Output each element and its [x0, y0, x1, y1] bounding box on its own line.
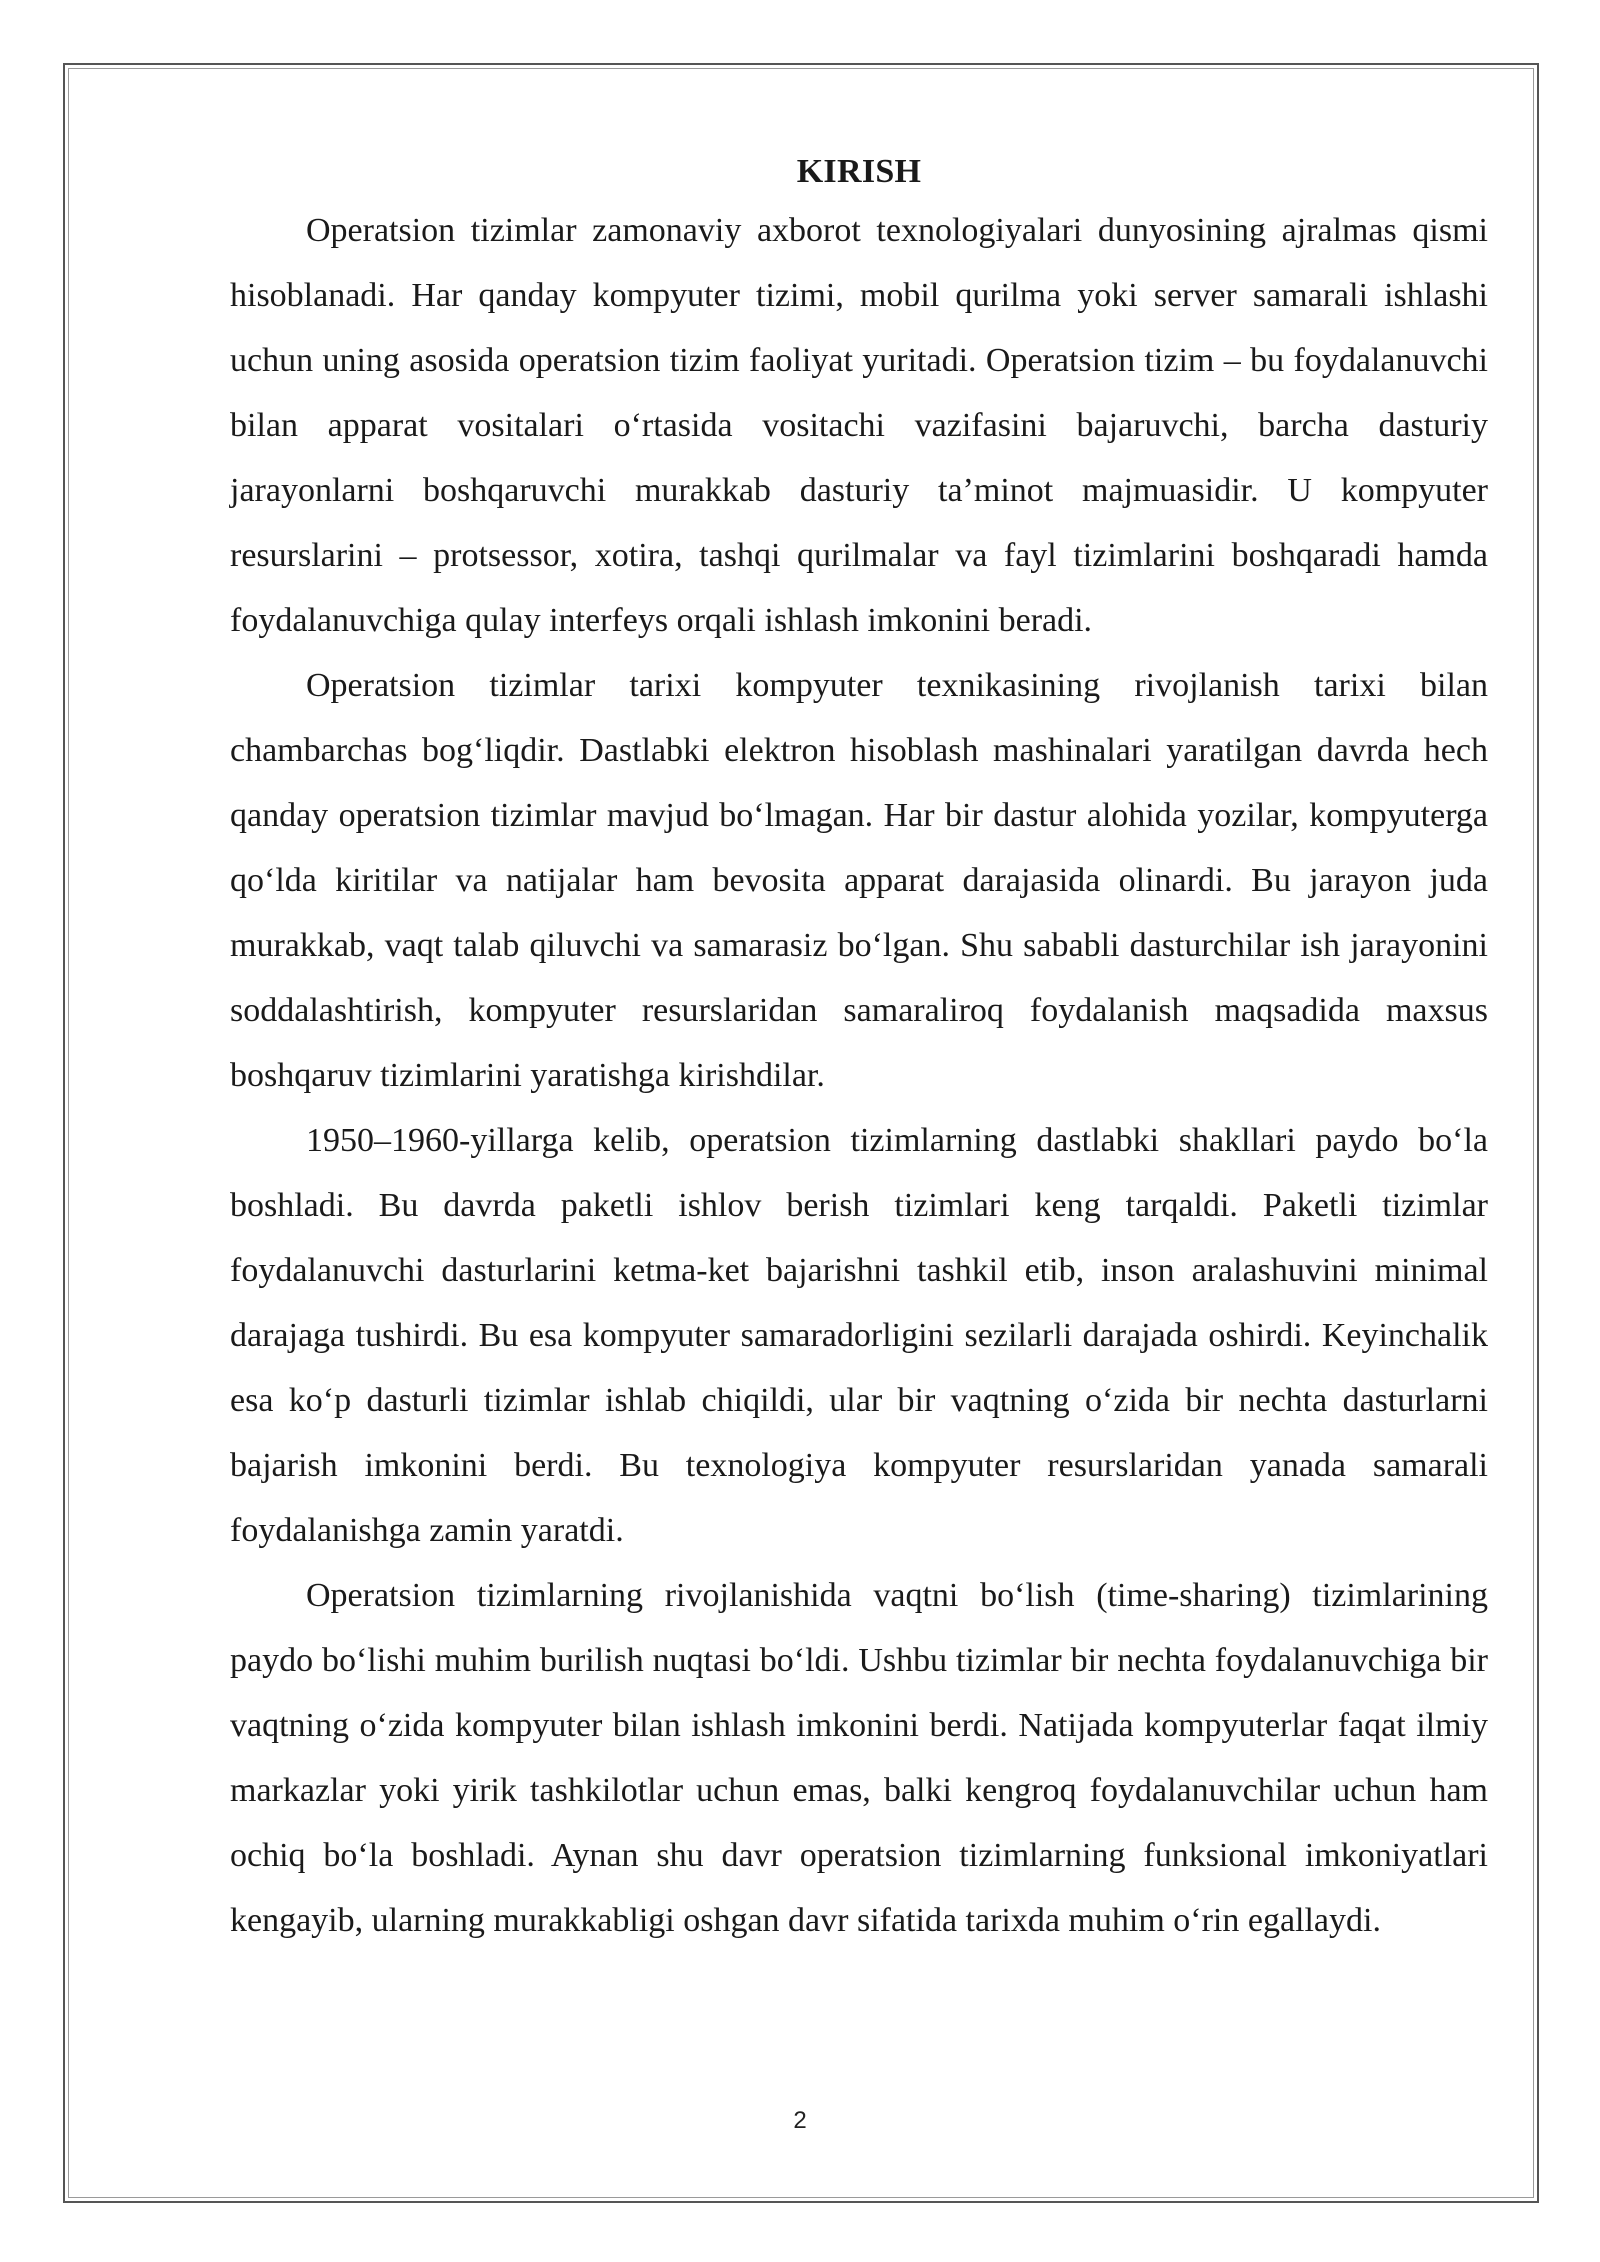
- paragraph-3: 1950–1960-yillarga kelib, operatsion tizimlarning dastlabki shakllari paydo bo‘la boshladi. Bu davrda paketli ishlov berish tizimlari keng tarqaldi. Paketli tizimlar foydalanuvchi dasturlarini ketma-ket bajarishni tashkil etib, inson aralashuvini minimal darajaga tushirdi. Bu esa kompyuter samaradorligini sezilarli darajada oshirdi. Keyinchalik esa ko‘p dasturli tizimlar ishlab chiqildi, ular bir vaqtning o‘zida bir nechta dasturlarni bajarish imkonini berdi. Bu texnologiya kompyuter resurslaridan yanada samarali foydalanishga zamin yaratdi.: [230, 1122, 1488, 1549]
- page-number: 2: [793, 2107, 807, 2134]
- paragraph-2: Operatsion tizimlar tarixi kompyuter texnikasining rivojlanish tarixi bilan chambarchas bog‘liqdir. Dastlabki elektron hisoblash mashinalari yaratilgan davrda hech qanday operatsion tizimlar mavjud bo‘lmagan. Har bir dastur alohida yozilar, kompyuterga qo‘lda kiritilar va natijalar ham bevosita apparat darajasida olinardi. Bu jarayon juda murakkab, vaqt talab qiluvchi va samarasiz bo‘lgan. Shu sababli dasturchilar ish jarayonini soddalashtirish, kompyuter resurslaridan samaraliroq foydalanish maqsadida maxsus boshqaruv tizimlarini yaratishga kirishdilar.: [230, 667, 1488, 1094]
- paragraph-4: Operatsion tizimlarning rivojlanishida vaqtni bo‘lish (time-sharing) tizimlarining paydo bo‘lishi muhim burilish nuqtasi bo‘ldi. Ushbu tizimlar bir nechta foydalanuvchiga bir vaqtning o‘zida kompyuter bilan ishlash imkonini berdi. Natijada kompyuterlar faqat ilmiy markazlar yoki yirik tashkilotlar uchun emas, balki kengroq foydalanuvchilar uchun ham ochiq bo‘la boshladi. Aynan shu davr operatsion tizimlarning funksional imkoniyatlari kengayib, ularning murakkabligi oshgan davr sifatida tarixda muhim o‘rin egallaydi.: [230, 1577, 1488, 1939]
- document-title: KIRISH: [796, 153, 922, 190]
- paragraph-1: Operatsion tizimlar zamonaviy axborot texnologiyalari dunyosining ajralmas qismi hisoblanadi. Har qanday kompyuter tizimi, mobil qurilma yoki server samarali ishlashi uchun uning asosida operatsion tizim faoliyat yuritadi. Operatsion tizim – bu foydalanuvchi bilan apparat vositalari o‘rtasida vositachi vazifasini bajaruvchi, barcha dasturiy jarayonlarni boshqaruvchi murakkab dasturiy ta’minot majmuasidir. U kompyuter resurslarini – protsessor, xotira, tashqi qurilmalar va fayl tizimlarini boshqaradi hamda foydalanuvchiga qulay interfeys orqali ishlash imkonini beradi.: [230, 212, 1488, 639]
- document-body: [230, 148, 1488, 1953]
